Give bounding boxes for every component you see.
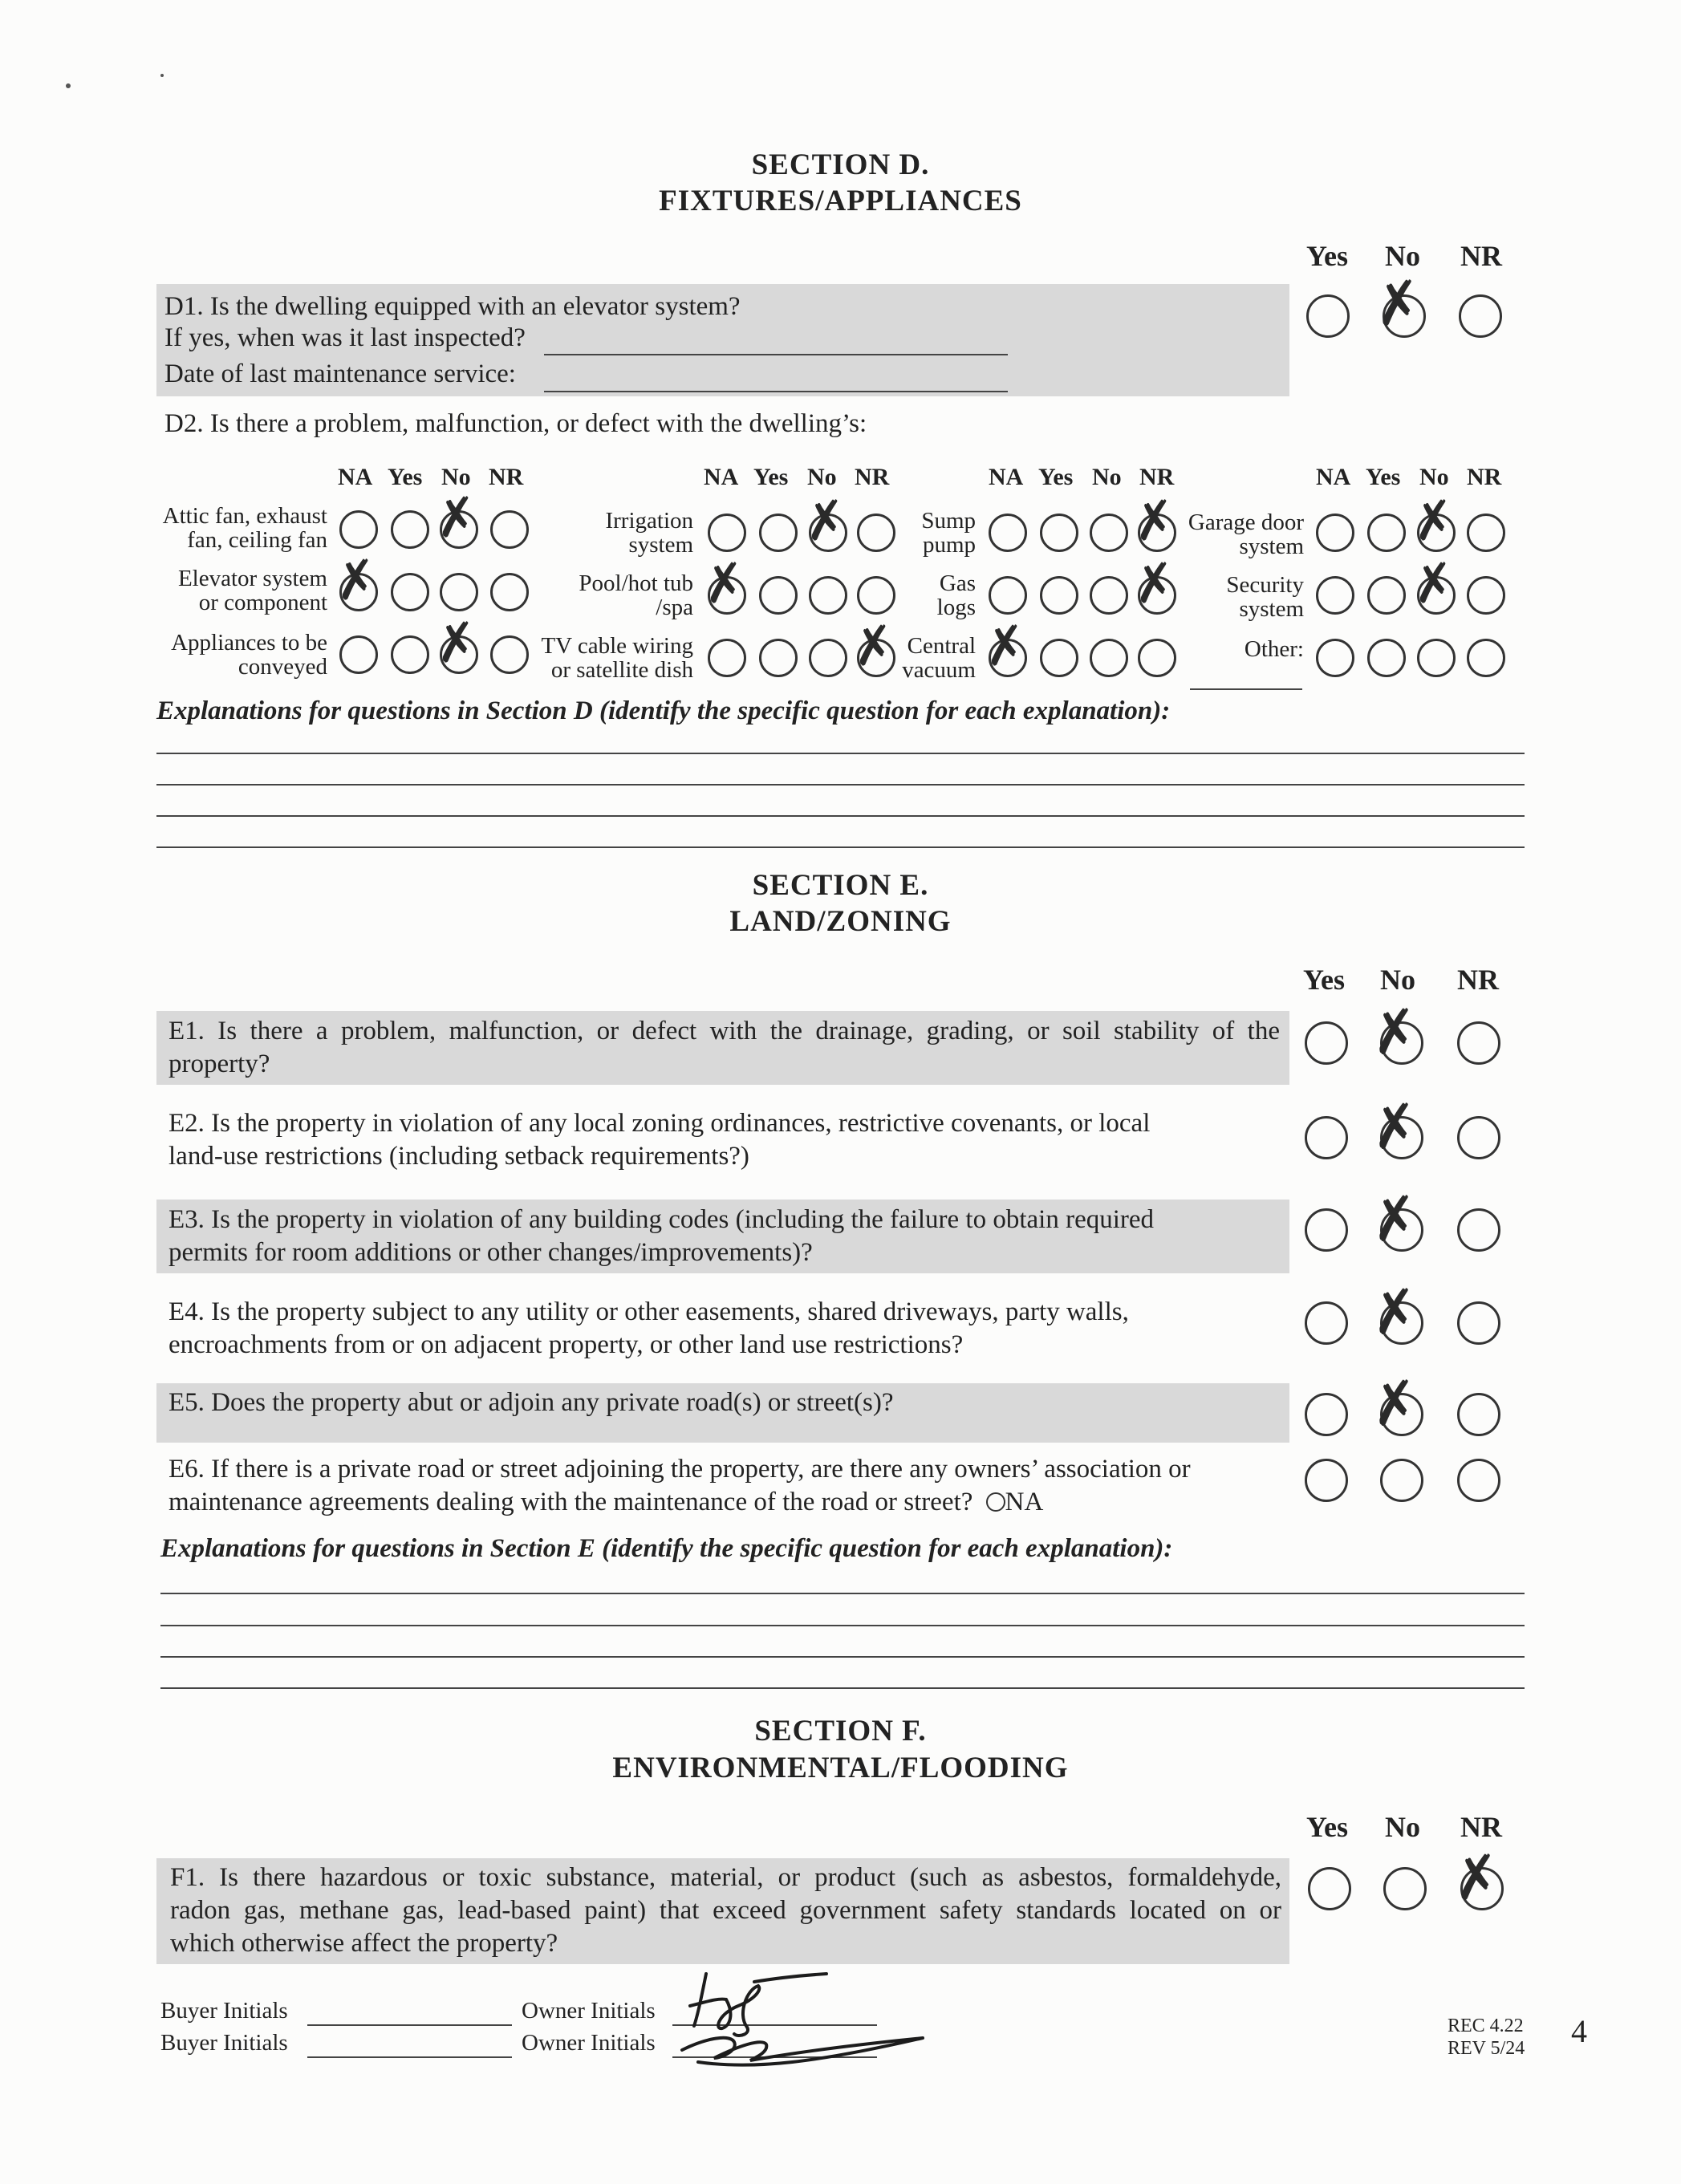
d2-g3-yes: Yes	[1038, 464, 1074, 490]
d2-g1-yes: Yes	[388, 464, 423, 490]
d2-g4-yes: Yes	[1366, 464, 1401, 490]
d1-yes-radio[interactable]	[1306, 294, 1350, 338]
e4-question-cont: encroachments from or on adjacent property, or other land use restrictions?	[169, 1330, 964, 1359]
section-e-explanation-line[interactable]	[160, 1593, 1525, 1594]
d2-other-nr[interactable]	[1467, 639, 1505, 677]
d2-g3-nr: NR	[1139, 464, 1175, 490]
e3-nr-radio[interactable]	[1457, 1208, 1500, 1252]
section-d-title: SECTION D.	[751, 148, 930, 181]
e5-nr-radio[interactable]	[1457, 1393, 1500, 1436]
section-f-subtitle: ENVIRONMENTAL/FLOODING	[612, 1752, 1069, 1784]
e4-nr-radio[interactable]	[1457, 1301, 1500, 1345]
e-no-header: No	[1380, 964, 1415, 996]
e2-yes-radio[interactable]	[1305, 1116, 1348, 1159]
buyer-initials-blank[interactable]	[307, 2056, 512, 2058]
d2-appliances-no[interactable]	[440, 635, 478, 674]
d2-other-no[interactable]	[1417, 639, 1456, 677]
d2-tv-cable-label: TV cable wiring or satellite dish	[541, 633, 693, 683]
d2-security-na[interactable]	[1316, 576, 1354, 615]
d2-garage-door-checkmark: ✗	[1408, 489, 1460, 554]
f1-yes-radio[interactable]	[1308, 1867, 1351, 1910]
d1-maintenance-label: Date of last maintenance service:	[164, 359, 516, 388]
f1-no-radio[interactable]	[1383, 1867, 1427, 1910]
d2-attic-fan-no[interactable]	[440, 510, 478, 549]
d2-g4-na: NA	[1316, 464, 1351, 490]
d2-attic-fan-checkmark: ✗	[431, 485, 482, 551]
d1-no-checkmark: ✗	[1369, 266, 1427, 340]
d2-attic-fan-na[interactable]	[339, 510, 378, 549]
d2-g1-na: NA	[338, 464, 373, 490]
d2-tv-cable-na[interactable]	[708, 639, 746, 677]
d2-irrigation-label: Irrigation system	[605, 508, 693, 558]
e5-question: E5. Does the property abut or adjoin any private road(s) or street(s)?	[169, 1388, 894, 1417]
section-d-explanation-line[interactable]	[156, 815, 1525, 817]
e3-question: E3. Is the property in violation of any building codes (including the failure to obtain required	[169, 1205, 1155, 1234]
e5-yes-radio[interactable]	[1305, 1393, 1348, 1436]
d2-gas-logs-label: Gas logs	[936, 570, 976, 620]
d2-other-blank	[1190, 688, 1302, 690]
d2-g2-nr: NR	[855, 464, 890, 490]
d1-question: D1. Is the dwelling equipped with an elevator system?	[164, 292, 741, 321]
d2-central-vacuum-yes[interactable]	[1040, 639, 1078, 677]
buyer-initials-label: Buyer Initials	[160, 2030, 288, 2056]
d2-pool-label: Pool/hot tub /spa	[579, 570, 693, 620]
d2-security-no[interactable]	[1417, 576, 1456, 615]
d2-other-na[interactable]	[1316, 639, 1354, 677]
d2-gas-logs-no[interactable]	[1090, 576, 1128, 615]
e1-no-radio[interactable]	[1380, 1021, 1423, 1065]
e6-question: E6. If there is a private road or street adjoining the property, are there any owners’ association or	[169, 1455, 1191, 1484]
section-e-explanation-line[interactable]	[160, 1625, 1525, 1626]
e2-nr-radio[interactable]	[1457, 1116, 1500, 1159]
section-d-explanation-line[interactable]	[156, 753, 1525, 754]
e6-na-label: NA	[1005, 1488, 1044, 1516]
d2-appliances-checkmark: ✗	[431, 611, 482, 676]
e6-question-cont: maintenance agreements dealing with the maintenance of the road or street? NA	[169, 1488, 1044, 1516]
d2-security-nr[interactable]	[1467, 576, 1505, 615]
d2-other-label: Other:	[1244, 636, 1304, 662]
d2-g1-no: No	[441, 464, 471, 490]
d2-tv-cable-no[interactable]	[809, 639, 847, 677]
e1-yes-radio[interactable]	[1305, 1021, 1348, 1065]
d2-irrigation-na[interactable]	[708, 514, 746, 552]
d2-security-yes[interactable]	[1367, 576, 1406, 615]
d1-yes-header: Yes	[1306, 240, 1348, 272]
d2-g2-yes: Yes	[753, 464, 789, 490]
e1-nr-radio[interactable]	[1457, 1021, 1500, 1065]
f1-question: F1. Is there hazardous or toxic substance, material, or product (such as asbestos, formaldehyde,	[170, 1863, 1281, 1892]
d2-garage-door-na[interactable]	[1316, 514, 1354, 552]
e3-no-checkmark: ✗	[1366, 1182, 1423, 1256]
section-d-explanation-line[interactable]	[156, 846, 1525, 848]
d2-central-vacuum-nr[interactable]	[1138, 639, 1176, 677]
d2-garage-door-nr[interactable]	[1467, 514, 1505, 552]
scan-speck	[160, 74, 164, 77]
e2-question: E2. Is the property in violation of any local zoning ordinances, restrictive covenants, or local	[169, 1109, 1151, 1138]
owner-initials-label: Owner Initials	[522, 2030, 656, 2056]
e1-no-checkmark: ✗	[1366, 995, 1423, 1069]
d2-sump-na[interactable]	[989, 514, 1027, 552]
d2-elevator-no[interactable]	[440, 573, 478, 611]
section-e-explanations-label: Explanations for questions in Section E (identify the specific question for each explanation):	[160, 1534, 1173, 1563]
f-yes-header: Yes	[1306, 1811, 1348, 1843]
d1-inspected-label: If yes, when was it last inspected?	[164, 323, 526, 352]
f-no-header: No	[1385, 1811, 1420, 1843]
e-yes-header: Yes	[1303, 964, 1345, 996]
d2-g1-nr: NR	[489, 464, 524, 490]
d1-nr-header: NR	[1460, 240, 1502, 272]
f-nr-header: NR	[1460, 1811, 1502, 1843]
d2-other-yes[interactable]	[1367, 639, 1406, 677]
e1-question-cont: property?	[169, 1049, 270, 1078]
d2-pool-na[interactable]	[708, 576, 746, 615]
d2-pool-yes[interactable]	[759, 576, 798, 615]
d2-central-vacuum-no[interactable]	[1090, 639, 1128, 677]
e3-no-radio[interactable]	[1380, 1208, 1423, 1252]
d2-tv-cable-yes[interactable]	[759, 639, 798, 677]
d2-gas-logs-na[interactable]	[989, 576, 1027, 615]
d2-irrigation-checkmark: ✗	[800, 489, 851, 554]
d2-appliances-na[interactable]	[339, 635, 378, 674]
d2-pool-checkmark: ✗	[699, 551, 750, 617]
section-e-title: SECTION E.	[752, 869, 929, 902]
d2-garage-door-label: Garage door system	[1188, 509, 1304, 559]
d2-sump-no[interactable]	[1090, 514, 1128, 552]
d2-sump-label: Sump pump	[921, 508, 976, 558]
e5-no-checkmark: ✗	[1366, 1366, 1423, 1440]
form-code: REC 4.22	[1448, 2016, 1524, 2036]
f1-question-cont: radon gas, methane gas, lead-based paint) that exceed government safety standards located on or	[170, 1896, 1281, 1925]
d2-elevator-yes[interactable]	[391, 573, 429, 611]
f1-nr-checkmark: ✗	[1448, 1841, 1505, 1914]
form-revision: REV 5/24	[1448, 2038, 1525, 2059]
d2-pool-no[interactable]	[809, 576, 847, 615]
d2-central-vacuum-na[interactable]	[989, 639, 1027, 677]
e-nr-header: NR	[1457, 964, 1499, 996]
owner-initials-label: Owner Initials	[522, 1998, 656, 2024]
d2-g4-no: No	[1419, 464, 1449, 490]
e2-no-checkmark: ✗	[1366, 1090, 1423, 1163]
e3-question-cont: permits for room additions or other changes/improvements)?	[169, 1238, 813, 1267]
section-e-explanation-line[interactable]	[160, 1656, 1525, 1658]
d2-appliances-yes[interactable]	[391, 635, 429, 674]
d2-sump-yes[interactable]	[1040, 514, 1078, 552]
buyer-initials-label: Buyer Initials	[160, 1998, 288, 2024]
section-d-subtitle: FIXTURES/APPLIANCES	[659, 185, 1022, 217]
d1-no-radio[interactable]	[1383, 294, 1426, 338]
d1-nr-radio[interactable]	[1459, 294, 1502, 338]
d2-sump-checkmark: ✗	[1129, 489, 1180, 554]
section-d-explanations-label: Explanations for questions in Section D (identify the specific question for each explanation):	[156, 696, 1171, 725]
d2-attic-fan-yes[interactable]	[391, 510, 429, 549]
d2-prompt: D2. Is there a problem, malfunction, or defect with the dwelling’s:	[164, 409, 867, 438]
e2-question-cont: land-use restrictions (including setback requirements?)	[169, 1142, 749, 1171]
section-d-explanation-line[interactable]	[156, 784, 1525, 786]
d1-inspected-blank	[544, 354, 1008, 355]
e3-yes-radio[interactable]	[1305, 1208, 1348, 1252]
buyer-initials-blank[interactable]	[307, 2024, 512, 2026]
d2-elevator-na[interactable]	[339, 573, 378, 611]
d2-garage-door-no[interactable]	[1417, 514, 1456, 552]
d2-central-vacuum-label: Central vacuum	[902, 633, 976, 683]
page-number: 4	[1571, 2013, 1587, 2049]
d1-maintenance-blank	[544, 391, 1008, 392]
d2-security-checkmark: ✗	[1408, 551, 1460, 617]
e1-question: E1. Is there a problem, malfunction, or defect with the drainage, grading, or soil stability of the	[169, 1017, 1280, 1045]
section-e-explanation-line[interactable]	[160, 1687, 1525, 1689]
d2-appliances-label: Appliances to be conveyed	[171, 630, 327, 680]
d2-g3-na: NA	[989, 464, 1024, 490]
owner-initials-signature	[658, 1958, 931, 2078]
d2-gas-logs-nr[interactable]	[1138, 576, 1176, 615]
d2-g2-na: NA	[704, 464, 739, 490]
d2-gas-logs-yes[interactable]	[1040, 576, 1078, 615]
e6-nr-radio[interactable]	[1457, 1459, 1500, 1502]
d2-irrigation-no[interactable]	[809, 514, 847, 552]
e6-yes-radio[interactable]	[1305, 1459, 1348, 1502]
e5-no-radio[interactable]	[1380, 1393, 1423, 1436]
d2-attic-fan-label: Attic fan, exhaust fan, ceiling fan	[162, 503, 327, 553]
f1-question-cont2: which otherwise affect the property?	[170, 1929, 558, 1958]
d2-central-vacuum-checkmark: ✗	[980, 614, 1031, 680]
e4-question: E4. Is the property subject to any utility or other easements, shared driveways, party walls,	[169, 1297, 1129, 1326]
e4-no-radio[interactable]	[1380, 1301, 1423, 1345]
e6-no-radio[interactable]	[1380, 1459, 1423, 1502]
scan-speck	[66, 83, 71, 88]
e4-yes-radio[interactable]	[1305, 1301, 1348, 1345]
d2-gas-logs-checkmark: ✗	[1129, 551, 1180, 617]
d2-irrigation-yes[interactable]	[759, 514, 798, 552]
section-f-title: SECTION F.	[754, 1715, 927, 1748]
d2-tv-cable-checkmark: ✗	[848, 614, 899, 680]
d2-garage-door-yes[interactable]	[1367, 514, 1406, 552]
d2-elevator-checkmark: ✗	[331, 548, 382, 614]
d1-no-header: No	[1385, 240, 1420, 272]
e6-na-radio[interactable]	[986, 1492, 1005, 1512]
d2-sump-nr[interactable]	[1138, 514, 1176, 552]
d2-elevator-label: Elevator system or component	[177, 566, 327, 615]
d2-security-label: Security system	[1226, 572, 1304, 622]
d2-g2-no: No	[807, 464, 837, 490]
e4-no-checkmark: ✗	[1366, 1275, 1423, 1349]
d2-g4-nr: NR	[1467, 464, 1502, 490]
d2-g3-no: No	[1092, 464, 1122, 490]
e2-no-radio[interactable]	[1380, 1116, 1423, 1159]
f1-nr-radio[interactable]	[1460, 1867, 1504, 1910]
section-e-subtitle: LAND/ZONING	[729, 905, 952, 938]
